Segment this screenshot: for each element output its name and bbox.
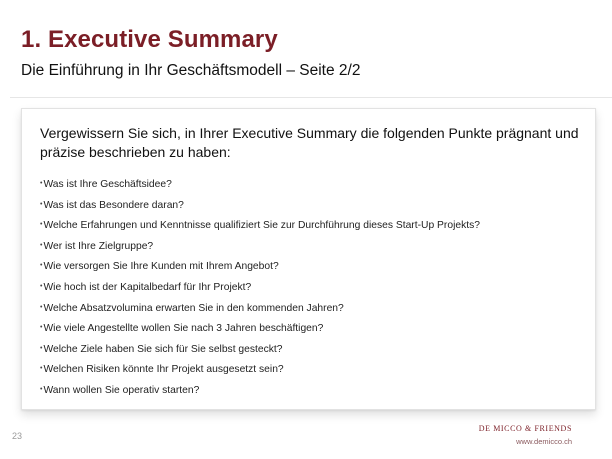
list-item	[40, 256, 480, 277]
list-item	[40, 215, 480, 236]
list-item-text: Welchen Risiken könnte Ihr Projekt ausgesetzt sein?	[43, 364, 284, 376]
list-item-text: Wie versorgen Sie Ihre Kunden mit Ihrem Angebot?	[43, 261, 279, 273]
brand-logo-text: DE MICCO & FRIENDS	[478, 424, 572, 433]
question-list	[40, 174, 480, 401]
bullet-icon: •	[40, 344, 43, 352]
bullet-icon: •	[40, 180, 43, 187]
bullet-icon: •	[40, 303, 43, 311]
bullet-icon: •	[40, 324, 43, 332]
list-item-text: Wie hoch ist der Kapitalbedarf für Ihr Projekt?	[43, 281, 252, 293]
list-item-text: Welche Absatzvolumina erwarten Sie in den kommenden Jahren?	[43, 302, 344, 314]
checklist-card	[21, 108, 596, 410]
list-item-text: Was ist Ihre Geschäftsidee?	[43, 179, 172, 190]
bullet-icon: •	[40, 262, 43, 270]
list-item-text: Wie viele Angestellte wollen Sie nach 3 Jahren beschäftigen?	[43, 323, 324, 335]
list-item	[40, 318, 480, 339]
list-item	[40, 359, 480, 380]
brand-url: www.demicco.ch	[516, 437, 572, 446]
list-item-text: Was ist das Besondere daran?	[43, 199, 184, 211]
slide-title: 1. Executive Summary	[21, 26, 278, 53]
header-divider	[10, 97, 612, 98]
slide-subtitle: Die Einführung in Ihr Geschäftsmodell – Seite 2/2	[21, 62, 361, 79]
list-item	[40, 195, 480, 216]
list-item	[40, 174, 480, 195]
list-item	[40, 277, 480, 298]
list-item	[40, 298, 480, 319]
list-item	[40, 339, 480, 360]
bullet-icon: •	[40, 241, 43, 249]
bullet-icon: •	[40, 385, 43, 393]
list-item-text: Welche Ziele haben Sie sich für Sie selbst gesteckt?	[43, 343, 283, 355]
list-item	[40, 236, 480, 257]
bullet-icon: •	[40, 365, 43, 373]
card-intro: Vergewissern Sie sich, in Ihrer Executive Summary die folgenden Punkte prägnant und präzise beschrieben zu haben:	[40, 125, 579, 160]
list-item-text: Welche Erfahrungen und Kenntnisse qualifiziert Sie zur Durchführung dieses Start-Up Projekts?	[43, 220, 480, 232]
list-item	[40, 380, 480, 401]
page-number: 23	[12, 431, 23, 441]
list-item-text: Wann wollen Sie operativ starten?	[43, 384, 200, 396]
bullet-icon: •	[40, 221, 43, 229]
bullet-icon: •	[40, 282, 43, 290]
list-item-text: Wer ist Ihre Zielgruppe?	[43, 240, 154, 252]
bullet-icon: •	[40, 200, 43, 208]
